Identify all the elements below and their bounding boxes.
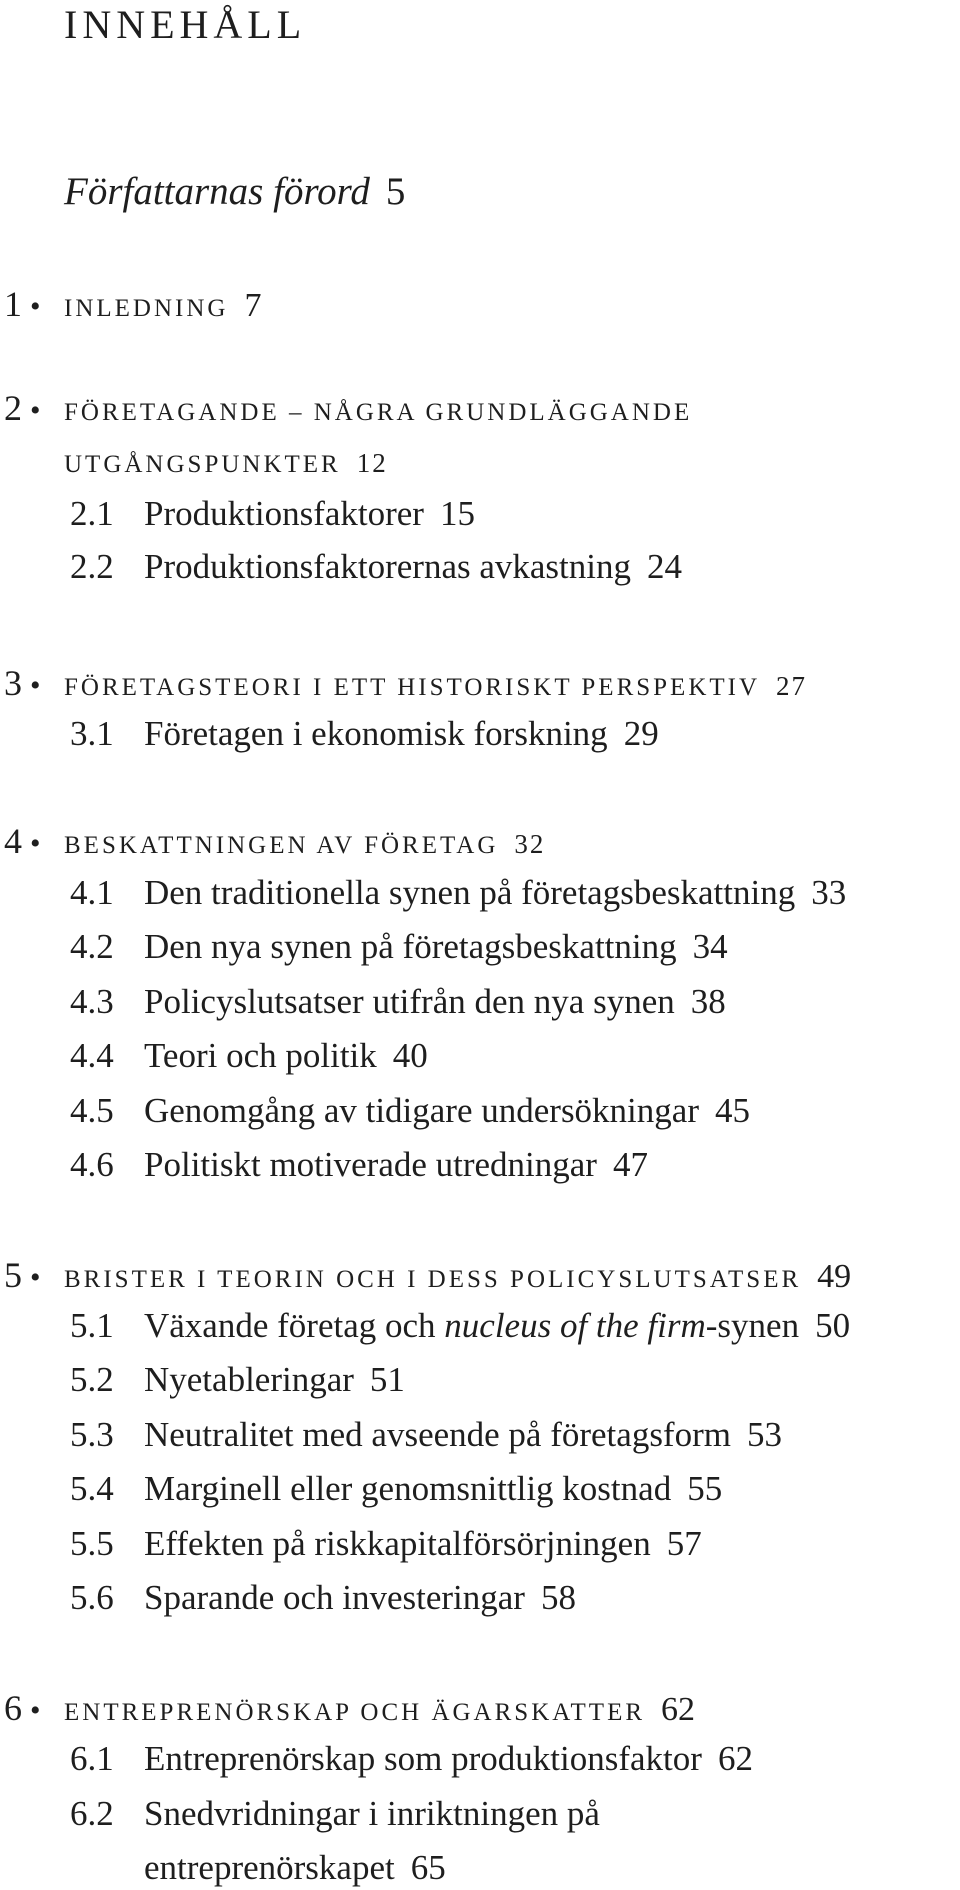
chapter-page: 32 [514,829,546,859]
section-title: Produktionsfaktorer [144,494,424,533]
section-4-3 [70,980,726,1024]
section-page: 29 [623,714,659,753]
section-title: Effekten på riskkapitalförsörjningen [144,1524,651,1563]
section-6-1 [70,1737,753,1781]
chapter-4 [4,821,545,866]
section-page: 65 [410,1848,446,1887]
bullet-icon: • [30,669,41,702]
section-title: Neutralitet med avseende på företagsform [144,1415,731,1454]
section-page: 15 [439,494,475,533]
bullet-icon: • [30,1261,41,1294]
section-page: 62 [717,1739,753,1778]
section-3-1 [70,712,659,756]
section-page: 57 [666,1524,702,1563]
section-number: 5.6 [70,1578,114,1617]
section-number: 5.5 [70,1524,114,1563]
section-title: Policyslutsatser utifrån den nya synen [144,982,675,1021]
section-5-5 [70,1522,702,1566]
chapter-page: 12 [356,448,388,478]
bullet-icon: • [30,827,41,860]
chapter-title: INLEDNING [64,295,229,322]
section-number: 5.3 [70,1415,114,1454]
section-title: Teori och politik [144,1036,377,1075]
chapter-number: 5 [4,1255,22,1295]
section-5-1 [70,1304,850,1348]
section-5-6 [70,1576,576,1620]
section-number: 4.2 [70,927,114,966]
chapter-number: 3 [4,663,22,703]
chapter-number: 2 [4,388,22,428]
section-number: 6.1 [70,1739,114,1778]
section-title: Genomgång av tidigare undersökningar [144,1091,699,1130]
section-4-1 [70,871,846,915]
chapter-page: 62 [661,1691,696,1728]
section-page: 24 [647,547,682,586]
section-title: Politiskt motiverade utredningar [144,1145,597,1184]
section-4-5 [70,1089,750,1133]
chapter-number: 1 [4,284,22,324]
chapter-6 [4,1688,695,1733]
chapter-5 [4,1255,851,1300]
section-page: 55 [687,1469,723,1508]
section-number: 5.2 [70,1360,114,1399]
bullet-icon: • [30,394,41,427]
section-page: 40 [392,1036,428,1075]
section-number: 4.6 [70,1145,114,1184]
section-title-post: -synen [705,1306,800,1345]
entry-page: 5 [385,170,406,213]
section-page: 33 [811,873,847,912]
section-page: 38 [690,982,726,1021]
section-title: Nyetableringar [144,1360,354,1399]
section-title: Produktionsfaktorernas avkastning [144,547,631,586]
section-title-pre: Växande företag och [144,1306,436,1345]
chapter-title: FÖRETAGSTEORI I ETT HISTORISKT PERSPEKTIV [64,674,761,701]
chapter-title: BRISTER I TEORIN OCH I DESS POLICYSLUTSATSER [64,1266,802,1293]
chapter-page: 49 [817,1258,852,1295]
section-title: Den traditionella synen på företagsbeskattning [144,873,796,912]
chapter-title: BESKATTNINGEN AV FÖRETAG [64,832,499,859]
chapter-2-continued [64,443,388,485]
entry-title: Författarnas förord [64,170,370,213]
chapter-2 [4,388,692,433]
section-number: 5.4 [70,1469,114,1508]
section-title: Sparande och investeringar [144,1578,525,1617]
section-number: 5.1 [70,1306,114,1345]
section-2-1 [70,492,475,536]
section-title-line2: entreprenörskapet [144,1848,395,1887]
section-5-3 [70,1413,782,1457]
chapter-number: 6 [4,1688,22,1728]
section-title: Den nya synen på företagsbeskattning [144,927,677,966]
chapter-page: 7 [244,287,262,324]
section-page: 53 [746,1415,782,1454]
section-title-line1: Snedvridningar i inriktningen på [144,1794,600,1833]
section-title: Entreprenörskap som produktionsfaktor [144,1739,702,1778]
section-5-2 [70,1358,405,1402]
section-4-4 [70,1034,428,1078]
section-5-4 [70,1467,722,1511]
section-number: 2.2 [70,547,114,586]
chapter-1 [4,284,261,329]
section-number: 4.3 [70,982,114,1021]
chapter-title-line2: UTGÅNGSPUNKTER [64,451,341,478]
section-4-2 [70,925,728,969]
section-number: 2.1 [70,494,114,533]
section-page: 51 [369,1360,405,1399]
section-page: 50 [815,1306,851,1345]
section-number: 3.1 [70,714,114,753]
chapter-page: 27 [776,671,808,701]
section-title: Marginell eller genomsnittlig kostnad [144,1469,672,1508]
section-title: Företagen i ekonomisk forskning [144,714,608,753]
chapter-title: ENTREPRENÖRSKAP OCH ÄGARSKATTER [64,1699,646,1726]
page-title: INNEHÅLL [64,2,307,47]
section-page: 58 [540,1578,576,1617]
section-title-italic: nucleus of the firm [444,1306,706,1345]
chapter-number: 4 [4,821,22,861]
section-2-2 [70,545,682,589]
bullet-icon: • [30,290,41,323]
section-4-6 [70,1143,648,1187]
section-page: 47 [612,1145,648,1184]
section-6-2-continued [144,1846,446,1890]
section-page: 45 [714,1091,750,1130]
section-number: 6.2 [70,1794,114,1833]
chapter-3 [4,663,807,708]
section-number: 4.4 [70,1036,114,1075]
section-page: 34 [692,927,728,966]
chapter-title-line1: FÖRETAGANDE – NÅGRA GRUNDLÄGGANDE [64,399,693,426]
section-6-2 [70,1792,600,1836]
section-number: 4.1 [70,873,114,912]
bullet-icon: • [30,1694,41,1727]
toc-entry-foreword [64,167,405,217]
section-number: 4.5 [70,1091,114,1130]
